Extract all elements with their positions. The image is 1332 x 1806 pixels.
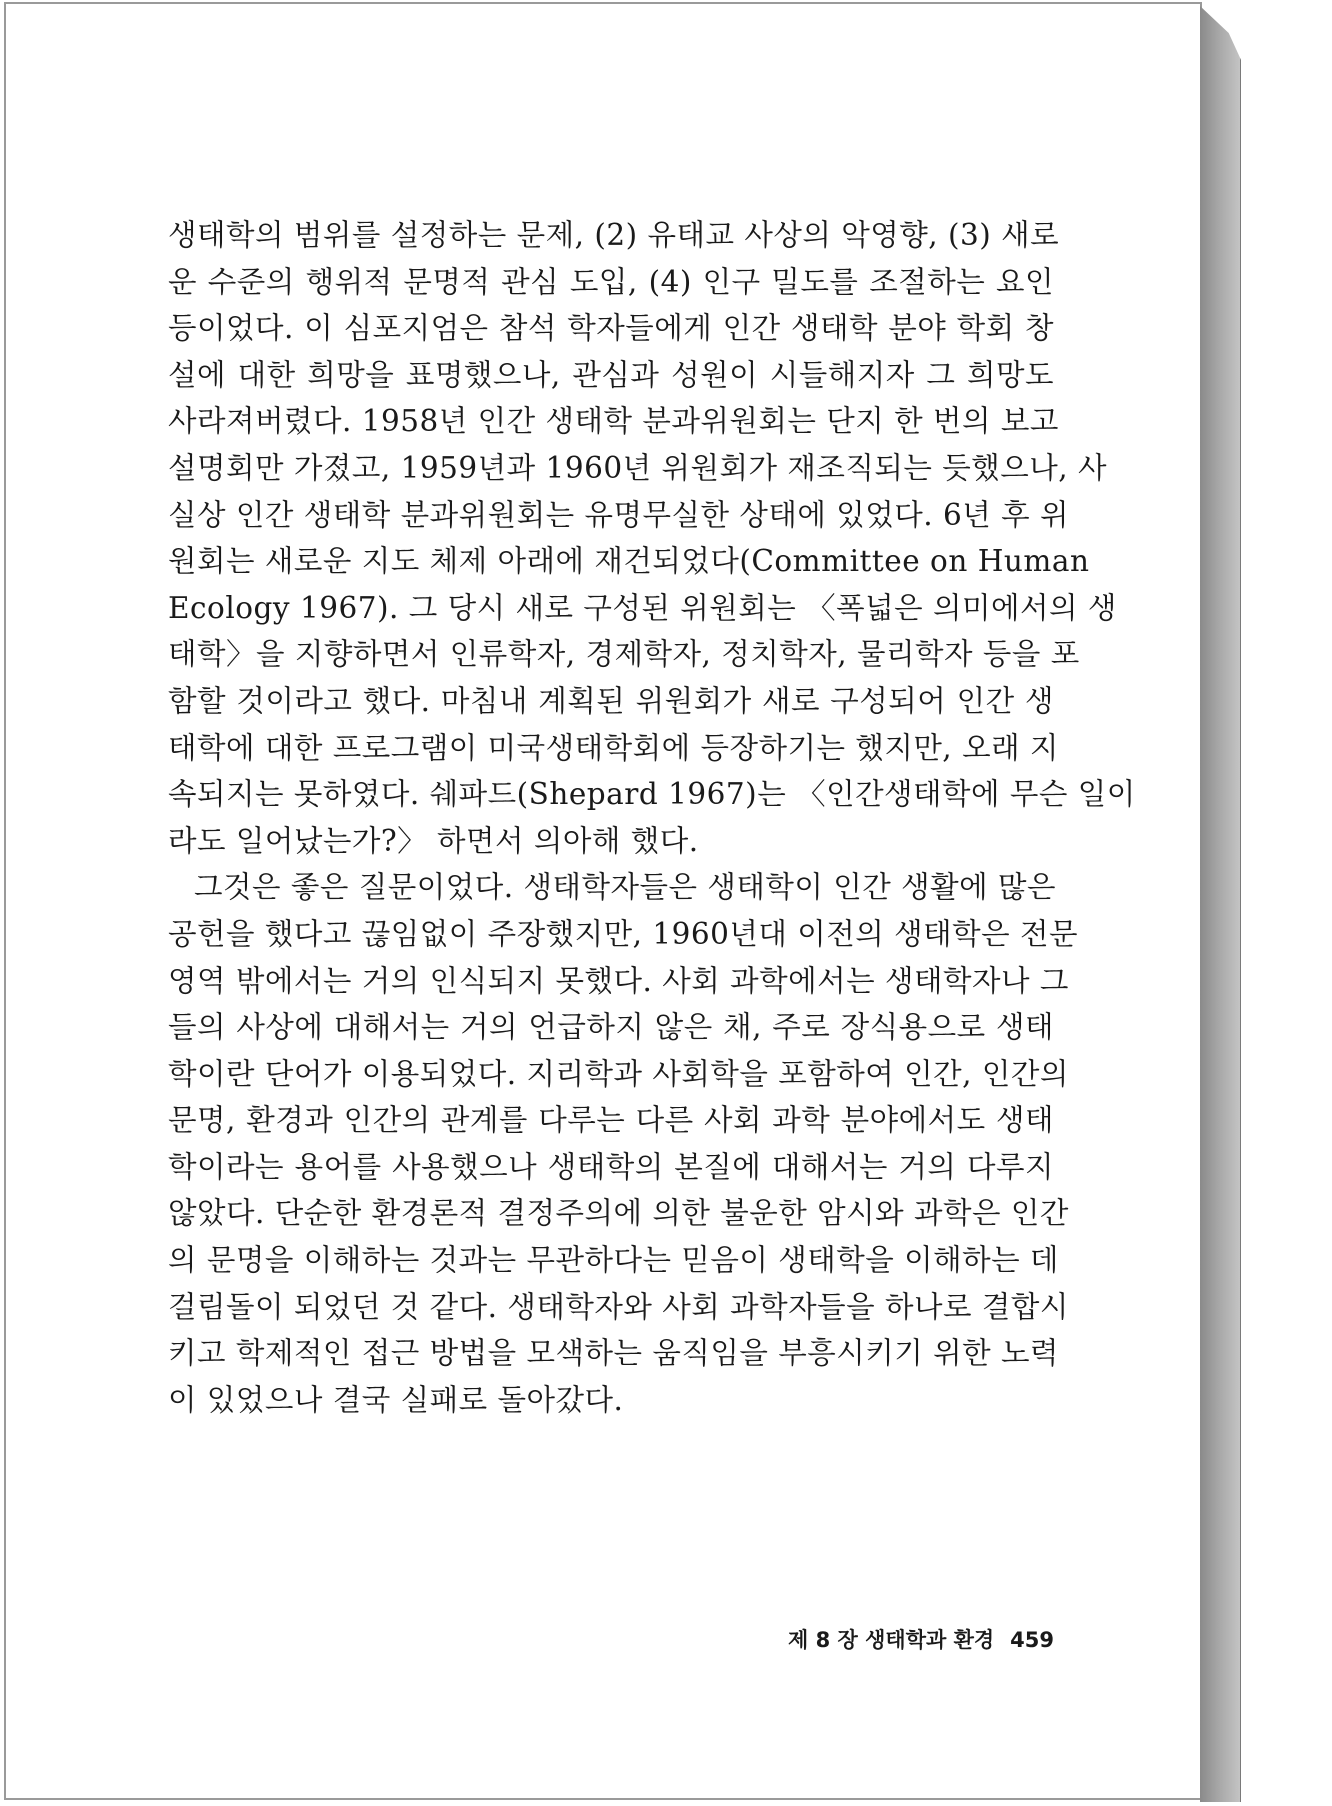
text-line: 함할 것이라고 했다. 마침내 계획된 위원회가 새로 구성되어 인간 생 (168, 683, 1054, 718)
paragraph-2 (168, 864, 1079, 1423)
running-footer (770, 1624, 1054, 1654)
text-line: 태학에 대한 프로그램이 미국생태학회에 등장하기는 했지만, 오래 지 (168, 730, 1059, 765)
paragraph-1 (168, 212, 1136, 864)
text-line: 실상 인간 생태학 분과위원회는 유명무실한 상태에 있었다. 6년 후 위 (168, 497, 1069, 532)
text-line: 않았다. 단순한 환경론적 결정주의에 의한 불운한 암시와 과학은 인간 (168, 1196, 1069, 1231)
text-line: 원회는 새로운 지도 체제 아래에 재건되었다(Committee on Human (168, 544, 1090, 579)
text-line: 학이란 단어가 이용되었다. 지리학과 사회학을 포함하여 인간, 인간의 (168, 1056, 1069, 1091)
text-line: 운 수준의 행위적 문명적 관심 도입, (4) 인구 밀도를 조절하는 요인 (168, 264, 1054, 299)
text-line: 걸림돌이 되었던 것 같다. 생태학자와 사회 과학자들을 하나로 결합시 (168, 1289, 1069, 1324)
text-line: 공헌을 했다고 끊임없이 주장했지만, 1960년대 이전의 생태학은 전문 (168, 916, 1079, 951)
text-line: 영역 밖에서는 거의 인식되지 못했다. 사회 과학에서는 생태학자나 그 (168, 963, 1069, 998)
text-line: 문명, 환경과 인간의 관계를 다루는 다른 사회 과학 분야에서도 생태 (168, 1103, 1054, 1138)
page-number: 459 (1010, 1628, 1054, 1652)
text-line: 사라져버렸다. 1958년 인간 생태학 분과위원회는 단지 한 번의 보고 (168, 404, 1059, 439)
chapter-title: 제 8 장 생태학과 환경 (788, 1628, 995, 1652)
text-line: 속되지는 못하였다. 쉐파드(Shepard 1967)는 〈인간생태학에 무슨 일이 (168, 777, 1136, 812)
text-line: 라도 일어났는가?〉 하면서 의아해 했다. (168, 823, 699, 858)
text-line: 이 있었으나 결국 실패로 돌아갔다. (168, 1382, 624, 1417)
text-line: 키고 학제적인 접근 방법을 모색하는 움직임을 부흥시키기 위한 노력 (168, 1336, 1059, 1371)
text-line: 설에 대한 희망을 표명했으나, 관심과 성원이 시들해지자 그 희망도 (168, 357, 1054, 392)
text-line: Ecology 1967). 그 당시 새로 구성된 위원회는 〈폭넓은 의미에서의 생 (168, 590, 1117, 625)
text-line: 태학〉을 지향하면서 인류학자, 경제학자, 정치학자, 물리학자 등을 포 (168, 637, 1080, 672)
text-line: 학이라는 용어를 사용했으나 생태학의 본질에 대해서는 거의 다루지 (168, 1149, 1054, 1184)
text-line: 의 문명을 이해하는 것과는 무관하다는 믿음이 생태학을 이해하는 데 (168, 1243, 1059, 1278)
body-text (168, 212, 1136, 1423)
text-line: 생태학의 범위를 설정하는 문제, (2) 유태교 사상의 악영향, (3) 새로 (168, 218, 1060, 252)
text-line: 그것은 좋은 질문이었다. 생태학자들은 생태학이 인간 생활에 많은 (194, 870, 1056, 905)
text-line: 들의 사상에 대해서는 거의 언급하지 않은 채, 주로 장식용으로 생태 (168, 1010, 1054, 1045)
page-stack-edge (1200, 6, 1241, 1802)
text-line: 설명회만 가졌고, 1959년과 1960년 위원회가 재조직되는 듯했으나, 사 (168, 450, 1107, 485)
text-line: 등이었다. 이 심포지엄은 참석 학자들에게 인간 생태학 분야 학회 창 (168, 311, 1054, 346)
